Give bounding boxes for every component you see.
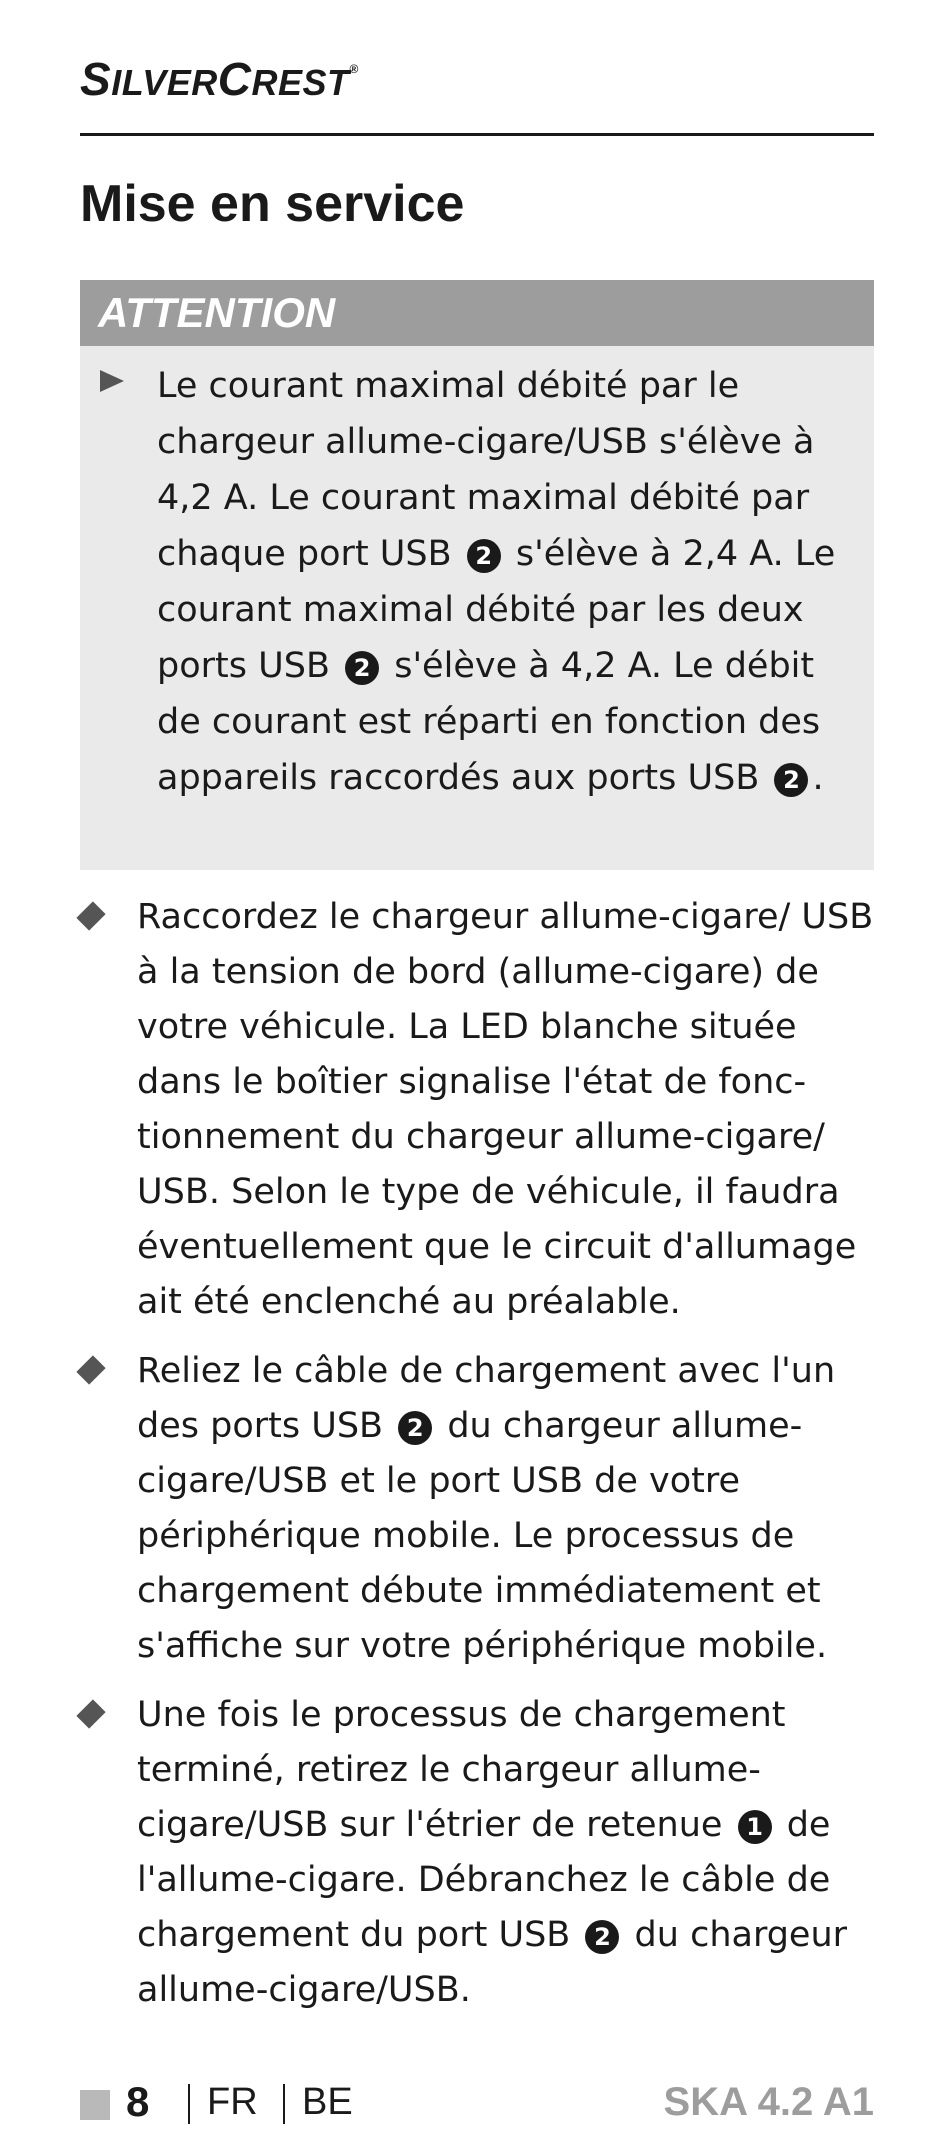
attention-text [80, 346, 874, 806]
reference-number-badge: 2 [345, 651, 379, 685]
model-number: SKA 4.2 A1 [663, 2080, 874, 2124]
list-item [80, 1344, 874, 1674]
instruction-list [80, 890, 874, 2032]
attention-header: ATTENTION [80, 280, 874, 346]
text-segment: s'élève à 4,2 A. Le débit de courant est réparti en fonction des appareils raccordés aux ports USB [157, 646, 821, 798]
footer-divider [188, 2084, 190, 2124]
text-segment: du chargeur allume- cigare/USB et le port USB de votre périphérique mobile. Le processus de chargement débute immédiatement et s'affiche sur votre périphérique mobile. [137, 1406, 828, 1666]
brand-letter: C [217, 53, 252, 105]
reference-number-badge: 2 [467, 539, 501, 573]
list-item [80, 890, 874, 1330]
text-segment: du chargeur allume-cigare/USB. [137, 1915, 848, 2010]
text-segment: Une fois le processus de chargement terminé, retirez le chargeur allume- cigare/USB sur l'étrier de retenue [137, 1695, 786, 1845]
text-segment: s'élève à 2,4 A. Le courant maximal débité par les deux ports USB [157, 534, 836, 686]
reference-number-badge: 2 [585, 1920, 619, 1954]
header-divider [80, 133, 874, 136]
page-number: 8 [126, 2078, 150, 2125]
brand-logo [80, 52, 359, 106]
diamond-bullet-icon [76, 1699, 105, 1728]
brand-letters: REST [251, 62, 350, 103]
section-title: Mise en service [80, 175, 465, 233]
footer-divider [283, 2084, 285, 2124]
diamond-bullet-icon [76, 1355, 105, 1384]
square-marker-icon [80, 2090, 110, 2120]
diamond-bullet-icon [76, 901, 105, 930]
list-item [80, 1688, 874, 2018]
arrow-right-icon [100, 370, 124, 392]
reference-number-badge: 2 [774, 763, 808, 797]
manual-page [80, 0, 874, 2131]
reference-number-badge: 2 [398, 1411, 432, 1445]
text-segment: Reliez le câble de chargement avec l'un des ports USB [137, 1351, 836, 1446]
language-code: FR [207, 2081, 258, 2123]
reference-number-badge: 1 [738, 1810, 772, 1844]
page-footer [80, 2078, 874, 2126]
brand-letter: S [80, 53, 112, 105]
text-segment: Le courant maximal débité par le chargeur allume-cigare/USB s'élève à 4,2 A. Le courant maximal débité par chaque port USB [157, 366, 815, 574]
text-segment: . [812, 758, 824, 798]
text-segment: Raccordez le chargeur allume-cigare/ USB à la tension de bord (allume-cigare) de votre véhicule. La LED blanche située dans le boîtier signalise l'état de fonc- tionnement du chargeur allume-cigare/ USB. Selon le type de véhicule, il faudra éventuellement que le circuit d'allumage ait été enclenché au préalable. [137, 897, 874, 1322]
text-segment: de l'allume-cigare. Débranchez le câble de chargement du port USB [137, 1805, 831, 1955]
country-code: BE [302, 2081, 353, 2123]
brand-letters: ILVER [111, 62, 218, 103]
registered-mark: ® [349, 62, 359, 76]
attention-box [80, 280, 874, 870]
